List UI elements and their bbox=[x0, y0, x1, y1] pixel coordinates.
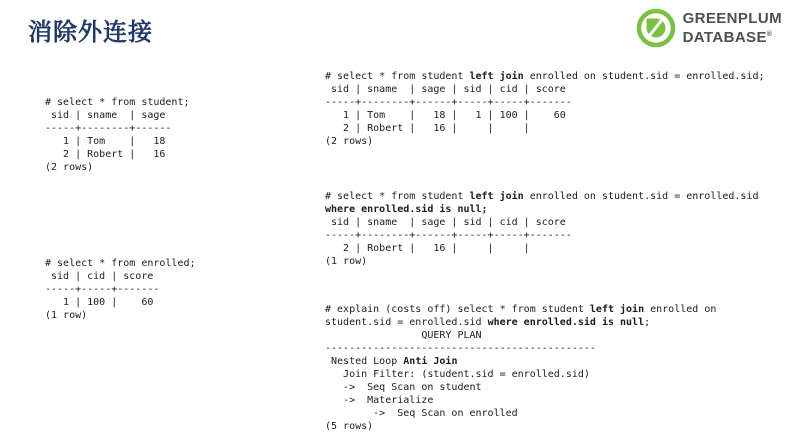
code-line: QUERY PLAN bbox=[325, 330, 482, 341]
code-line: (2 rows) bbox=[325, 136, 374, 147]
code-line: sid | sname | sage bbox=[45, 110, 166, 121]
code-block-select-enrolled bbox=[45, 257, 196, 322]
logo-brand-line2: DATABASE® bbox=[682, 28, 773, 46]
code-line: Join Filter: (student.sid = enrolled.sid) bbox=[325, 369, 590, 380]
code-line: # select * from student left join enrolled on student.sid = enrolled.sid; bbox=[325, 71, 765, 82]
code-line: -> Seq Scan on enrolled bbox=[325, 408, 518, 419]
code-block-select-student bbox=[45, 96, 190, 174]
greenplum-logo-icon bbox=[636, 8, 676, 48]
code-line: 2 | Robert | 16 bbox=[45, 149, 166, 160]
code-line: (5 rows) bbox=[325, 421, 374, 432]
code-line: sid | sname | sage | sid | cid | score bbox=[325, 84, 566, 95]
code-line: 2 | Robert | 16 | | | bbox=[325, 243, 530, 254]
code-block-left-join-null-filter bbox=[325, 190, 759, 268]
code-line: -----+--------+------+-----+-----+------- bbox=[325, 97, 572, 108]
code-block-explain-plan bbox=[325, 303, 716, 433]
greenplum-logo bbox=[636, 8, 782, 48]
logo-brand-line1: GREENPLUM bbox=[682, 9, 782, 27]
code-line: (1 row) bbox=[45, 310, 88, 321]
code-line: student.sid = enrolled.sid where enrolled.sid is null; bbox=[325, 317, 651, 328]
code-line: -----+-----+------- bbox=[45, 284, 160, 295]
code-line: -----+--------+------ bbox=[45, 123, 172, 134]
code-line: -> Materialize bbox=[325, 395, 434, 406]
code-line: -----+--------+------+-----+-----+------- bbox=[325, 230, 572, 241]
code-line: 1 | 100 | 60 bbox=[45, 297, 154, 308]
code-line: Nested Loop Anti Join bbox=[325, 356, 458, 367]
code-line: # explain (costs off) select * from student left join enrolled on bbox=[325, 304, 717, 315]
code-line: where enrolled.sid is null; bbox=[325, 204, 488, 215]
code-line: (1 row) bbox=[325, 256, 368, 267]
code-line: sid | cid | score bbox=[45, 271, 154, 282]
code-line: # select * from student left join enrolled on student.sid = enrolled.sid bbox=[325, 191, 759, 202]
code-line: 1 | Tom | 18 | 1 | 100 | 60 bbox=[325, 110, 566, 121]
page-title: 消除外连接 bbox=[28, 19, 153, 46]
registered-trademark: ® bbox=[766, 30, 773, 38]
code-line: (2 rows) bbox=[45, 162, 94, 173]
code-line: 2 | Robert | 16 | | | bbox=[325, 123, 530, 134]
code-line: 1 | Tom | 18 bbox=[45, 136, 166, 147]
greenplum-logo-text bbox=[683, 11, 782, 46]
code-block-left-join-query bbox=[325, 70, 765, 148]
code-line: # select * from student; bbox=[45, 97, 190, 108]
code-line: -> Seq Scan on student bbox=[325, 382, 482, 393]
code-line: --------------------------------------------- bbox=[325, 343, 596, 354]
code-line: # select * from enrolled; bbox=[45, 258, 196, 269]
code-line: sid | sname | sage | sid | cid | score bbox=[325, 217, 566, 228]
